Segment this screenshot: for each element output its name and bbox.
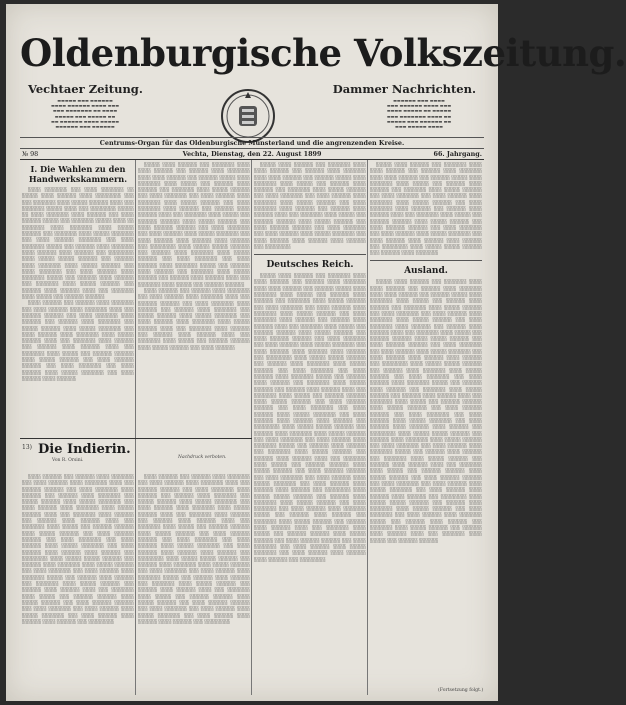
feuilleton-rule: [20, 438, 252, 439]
column-1: I. Die Wahlen zu den Handwerkskammern. ░░░░ ░░░░░░░ ░░░ ░░░░ ░░░░░░░ ░░ ░░░░░ ░░░░ ░░░░░░ ░░░░ ░░░░░░░░ ░░░ ░░░ ░░░░░░░ ░░░░ ░░░░░ ░░░░░░ ░░░░ ░░░ ░░░░░░░ ░░░░░ ░░░░ ░░░ ░░░░░░░░ ░░░░░ ░░ ░░░░ ░░░░░░░ ░░░░ ░░░░░░ ░░░ ░░░░ ░░░░░░ ░░░░░ ░░░ ░░░░░░░ ░░░░░ ░░░░ ░░ ░░░░░░░ ░░░░ ░░░░░░░ ░░░░ ░░░░░ ░░░░░░ ░░░ ░░░░░░░ ░░░░ ░░░░░ ░░░░░░░ ░░░ ░░░░ ░░░░░░ ░░░░░░░ ░░░ ░░░░ ░░░░░░░ ░░░░░ ░░░ ░░░░░░ ░░░░ ░░░░░░░ ░░░░ ░░░░░░ ░░░░ ░░░░░░ ░░░ ░░░░░░░░ ░░░░ ░░░░░ ░░░░░ ░░░░░░ ░░░ ░░░░░░ ░░░░ ░░░░░░░ ░░░░ ░░░░░ ░░░░░░ ░░░ ░░░░ ░░░░░░░ ░░░ ░░░░ ░░░░░░ ░░░░ ░░░░░░░ ░░░░░ ░░░ ░░░░░░ ░░░░ ░░░░░░ ░░░ ░░░░░░░ ░░░░ ░░░░░ ░░░░░░ ░░░ ░░░░░░ ░░░░ ░░░░░░ ░░░░ ░░░ ░░░░░░░ ░░░░ ░░░░░ ░░░ ░░░░░░ ░░░░░░ ░░░░ ░░░░░░ ░░░ ░░░░░░ ░░░░ ░░░░░░░ ░░░ ░░░░ ░░░░░░ ░░░░ ░░░░░░░ ░░░░ ░░░ ░░░░░░ ░░░░░░ ░░░ ░░░░ ░░░░░░░ ░░░░ ░░░░░░ ░░░ ░░░░░░ ░░░░ ░░░░░░░ ░░░ ░░░░░ ░░░░░░ ░░░░ ░░░░░ ░░░░░░░ ░░░ ░░░░ ░░░░░░ ░░░░ ░░░░░░░ ░░░░ ░░░░░ ░░░░░░ ░░░░ ░░░ ░░░░░░░ ░░░░ ░░░░░░ ░░░ ░░░░░░ ░░░░ ░░░░░░ ░░░░ ░░░ ░░░░░░░ ░░░░ ░░░░░ ░░░ ░░░░░░ ░░░░░░ ░░░░ ░░░░░ ░░░░░░ ░░░ ░░░░ ░░░░░░ ░░░░░░ ░░░ ░░░░ ░░░░░░░ ░░░ ░░░░ ░░░░░░ ░░░░ ░░░░░ ░░░░░░░ ░░░ ░░░░ ░░░░░░ ░░░░ ░░░░░░: [22, 164, 134, 381]
column-divider: [367, 160, 368, 695]
feuilleton-title: Die Indierin.: [38, 442, 131, 457]
volume: 66. Jahrgang.: [433, 150, 482, 158]
column-divider: [135, 160, 136, 695]
feuilleton-column-2: ░░░░ ░░░░░░ ░░░ ░░░░░░ ░░░░ ░░░░░░░ ░░░ ░░░░ ░░░░░░ ░░░░ ░░░░░░░ ░░░░ ░░░ ░░░░░░ ░░░░░░ ░░░ ░░░░ ░░░░░░░ ░░░░ ░░░░░░ ░░░ ░░░░░░ ░░░░ ░░░░░░░ ░░░ ░░░░░ ░░░░░░ ░░░░ ░░░░░ ░░░░░░░ ░░░ ░░░░ ░░░░░░ ░░░░ ░░░░░░░ ░░░░ ░░░░░ ░░░░░░ ░░░░ ░░░ ░░░░░░░ ░░░░ ░░░░░░ ░░░ ░░░░░░ ░░░░ ░░░░░░ ░░░░ ░░░ ░░░░░░░ ░░░░ ░░░░░ ░░░ ░░░░░░ ░░░░░░ ░░░░ ░░░░░ ░░░░░░ ░░░ ░░░░ ░░░░░░ ░░░░░░ ░░░ ░░░░ ░░░░░░░ ░░░ ░░░░ ░░░░░░ ░░░░ ░░░░░ ░░░░░░░ ░░░ ░░░░ ░░░░░░ ░░░░ ░░░░░░ ░░░░ ░░░░░░ ░░░ ░░░░░░░░ ░░░░ ░░░░░ ░░░░░ ░░░░░░ ░░░ ░░░░░░ ░░░░ ░░░░░░░ ░░░░ ░░░░░ ░░░░░░ ░░░ ░░░░ ░░░░░░░ ░░░ ░░░░ ░░░░░░ ░░░░ ░░░░░░░ ░░░░░ ░░░ ░░░░░░ ░░░░ ░░░░░░ ░░░ ░░░░░░░ ░░░░ ░░░░░ ░░░░░░ ░░░ ░░░░░░ ░░░░ ░░░░░░ ░░░░ ░░░ ░░░░░░░ ░░░░ ░░░░░ ░░░ ░░░░░░ ░░░░░░ ░░░░ ░░░░░ ░░░░░░ ░░░ ░░░░ ░░░░░░ ░░░░░░ ░░░ ░░░░ ░░░░░░░ ░░░ ░░░░ ░░░░░░ ░░░░ ░░░░░ ░░░░░░░ ░░░ ░░░░ ░░░░░░ ░░░░ ░░░░░░ ░░░░ ░░░░░░ ░░░ ░░░░░░░░: [138, 474, 250, 624]
issue-date: Vechta, Dienstag, den 22. August 1899: [182, 150, 322, 158]
issue-number: № 98: [22, 150, 39, 158]
continuation-note: (Fortsetzung folgt.): [438, 688, 484, 693]
newspaper-page: [6, 4, 626, 701]
section-rule: [370, 260, 482, 261]
subscription-info-left: ▬▬▬▬▬ ▬▬▬ ▬▬▬▬▬▬ ▬▬▬▬ ▬▬▬▬▬▬ ▬▬▬▬ ▬▬▬ ▬▬▬ ▬▬▬▬▬▬▬ ▬▬ ▬▬▬▬ ▬▬▬▬▬ ▬▬▬ ▬▬▬▬▬ ▬▬ ▬▬ ▬▬▬▬▬▬ ▬▬▬▬ ▬▬▬▬▬ ▬▬▬▬▬▬ ▬▬▬ ▬▬▬▬▬▬: [50, 98, 120, 130]
article-title: I. Die Wahlen zu den Handwerkskammern.: [28, 164, 128, 184]
feuilleton-author: Von R. Orsini.: [52, 458, 84, 463]
column-4: ░░░░░ ░░░░ ░░░░░░ ░░░ ░░░░░░░ ░░░░ ░░░░ ░░░░░░ ░░░ ░░░░░░ ░░░░ ░░░░░░░ ░░░░ ░░░░ ░░░░░░ ░░░ ░░░░░░ ░░░░░ ░░░░ ░░░░░░░ ░░░░ ░░░░░ ░░░ ░░░░░░ ░░░░ ░░░░░░ ░░░ ░░░░░░░ ░░░░ ░░░░░ ░░░░░░ ░░░ ░░░░ ░░░░░░░ ░░░ ░░░░ ░░░░░░ ░░░░ ░░░░░░░ ░░░░ ░░░░░ ░░░░░░ ░░░ ░░░░ ░░░░░░░ ░░░░ ░░░░░░ ░░░ ░░░░░░ ░░░░ ░░░░░░ ░░░░ ░░░ ░░░░░░░ ░░░░ ░░░░░ ░░░ ░░░░░░ ░░░░░░ ░░░░ ░░░░░ ░░░░░░ ░░░ ░░░░ ░░░░░░ ░░░░░░ ░░░ ░░░░ ░░░░░░░ ░░░ ░░░░ ░░░░░░ ░░░░ ░░░░░ ░░░░░░░ ░░░ ░░░░ ░░░░░░ ░░░░ ░░░░░░ ░░░░ ░░░░░░ ░░░ ░░░░░░░░ ░░░░ ░░░░░ ░░░░░ ░░░░░░ ░░░ ░░░░░░ ░░░░ ░░░░░░░ Ausland. ░░░░░ ░░░░ ░░░░░░ ░░░ ░░░░░░░ ░░░░ ░░░░ ░░░░░░ ░░░ ░░░░░░ ░░░░ ░░░░░░░ ░░░░ ░░░░ ░░░░░░ ░░░ ░░░░░░ ░░░░░ ░░░░ ░░░░░░░ ░░░░ ░░░░░ ░░░ ░░░░░░ ░░░░ ░░░░░░ ░░░ ░░░░░░░ ░░░░ ░░░░░ ░░░░░░ ░░░ ░░░░ ░░░░░░░ ░░░ ░░░░ ░░░░░░ ░░░░ ░░░░░░░ ░░░░ ░░░░░ ░░░░░░ ░░░ ░░░░ ░░░░░░░ ░░░░ ░░░░░░ ░░░ ░░░░░░ ░░░░ ░░░░░░ ░░░░ ░░░ ░░░░░░░ ░░░░ ░░░░░ ░░░ ░░░░░░ ░░░░░░ ░░░░ ░░░░░ ░░░░░░ ░░░ ░░░░ ░░░░░░ ░░░░░░ ░░░ ░░░░ ░░░░░░░ ░░░ ░░░░ ░░░░░░ ░░░░ ░░░░░ ░░░░░░░ ░░░ ░░░░ ░░░░░░ ░░░░ ░░░░░░ ░░░░ ░░░░░░ ░░░ ░░░░░░░░ ░░░░ ░░░░░ ░░░░░ ░░░░░░ ░░░ ░░░░░░ ░░░░ ░░░░░░░ ░░░░ ░░░░░ ░░░░░░ ░░░ ░░░░ ░░░░░░░ ░░░ ░░░░ ░░░░░░ ░░░░ ░░░░░░░ ░░░░░ ░░░ ░░░░░░ ░░░░ ░░░░░░ ░░░ ░░░░░░░ ░░░░ ░░░░░ ░░░░░░ ░░░ ░░░░░░ ░░░░ ░░░░░░ ░░░░ ░░░ ░░░░░░░ ░░░░ ░░░░░ ░░░ ░░░░░░ ░░░░░░ ░░░░ ░░░░░ ░░░░░░ ░░░ ░░░░ ░░░░░░ ░░░░░░ ░░░ ░░░░ ░░░░░░░ ░░░ ░░░░ ░░░░░░ ░░░░ ░░░░░ ░░░░░░░ ░░░ ░░░░ ░░░░░░ ░░░░ ░░░░░░ ░░░░ ░░░░░░ ░░░ ░░░░░░░░ ░░░░ ░░░░░ ░░░░░ ░░░░░░ ░░░ ░░░░░░ ░░░░ ░░░░░░░ ░░░░ ░░░░░ ░░░░░░ ░░░ ░░░░ ░░░░░░░ ░░░ ░░░░ ░░░░░░ ░░░░ ░░░░░░░ ░░░░░ ░░░ ░░░░░░ ░░░░ ░░░░░░ ░░░ ░░░░░░░ ░░░░ ░░░░░ ░░░░░░ ░░░ ░░░░░░ ░░░░ ░░░░░░ ░░░░ ░░░ ░░░░░░░ ░░░░ ░░░░░ ░░░ ░░░░░░ ░░░░░░ ░░░░ ░░░░░ ░░░░░░ ░░░ ░░░░ ░░░░░░ ░░░░░░ ░░░ ░░░░ ░░░░░░░ ░░░ ░░░░ ░░░░░░ ░░░░ ░░░░░ ░░░░░░░ ░░░ ░░░░ ░░░░░░ ░░░░ ░░░░░░ ░░░░ ░░░░░░ ░░░ ░░░░░░░░ ░░░░ ░░░░░ ░░░░░ ░░░░░░ ░░░ ░░░░░░ ░░░░ ░░░░░░░ ░░░░ ░░░░░ ░░░░░░ ░░░ ░░░░ ░░░░░░░ ░░░ ░░░░ ░░░░░░ ░░░░ ░░░░░░░ ░░░░░ ░░░ ░░░░░░ ░░░░ ░░░░░░ ░░░ ░░░░░░░ ░░░░ ░░░░░ ░░░░░░ ░░░ ░░░░░░ ░░░░ ░░░░░░ ░░░░ ░░░ ░░░░░░░ ░░░░ ░░░░░ ░░░ ░░░░░░ ░░░░░░: [370, 162, 482, 543]
masthead-title: Oldenburgische Volkszeitung.: [20, 31, 626, 75]
section-rule: [254, 254, 366, 255]
section-heading-deutsches-reich: Deutsches Reich.: [266, 260, 354, 271]
feuilleton-number: 13): [22, 444, 32, 451]
masthead-left-subtitle: Vechtaer Zeitung.: [28, 82, 143, 96]
column-divider: [251, 160, 252, 695]
section-heading-ausland: Ausland.: [404, 266, 448, 277]
feuilleton-copyright-note: Nachdruck verboten.: [178, 455, 227, 460]
dateline: [20, 148, 484, 160]
column-3: ░░░░░ ░░░░ ░░░░░░ ░░░ ░░░░░░░ ░░░░ ░░░░ ░░░░░░ ░░░ ░░░░░░ ░░░░ ░░░░░░░ ░░░░ ░░░░ ░░░░░░ ░░░ ░░░░░░ ░░░░░ ░░░░ ░░░░░░░ ░░░░ ░░░░░ ░░░ ░░░░░░ ░░░░ ░░░░░░ ░░░ ░░░░░░░ ░░░░ ░░░░░ ░░░░░░ ░░░ ░░░░ ░░░░░░░ ░░░ ░░░░ ░░░░░░ ░░░░ ░░░░░░░ ░░░░ ░░░░░ ░░░░░░ ░░░ ░░░░ ░░░░░░░ ░░░░ ░░░░░░ ░░░ ░░░░░░ ░░░░ ░░░░░░ ░░░░ ░░░ ░░░░░░░ ░░░░ ░░░░░ ░░░ ░░░░░░ ░░░░░░ ░░░░ ░░░░░ ░░░░░░ ░░░ ░░░░ ░░░░░░ ░░░░░░ ░░░ ░░░░ ░░░░░░░ ░░░ ░░░░ ░░░░░░ ░░░░ ░░░░░ ░░░░░░░ ░░░ ░░░░ ░░░░░░ ░░░░ ░░░░░░ ░░░░ ░░░░░░ ░░░ ░░░░░░░░ Deutsches Reich. ░░░░░ ░░░░ ░░░░░░ ░░░ ░░░░░░░ ░░░░ ░░░░ ░░░░░░ ░░░ ░░░░░░ ░░░░ ░░░░░░░ ░░░░ ░░░░ ░░░░░░ ░░░ ░░░░░░ ░░░░░ ░░░░ ░░░░░░░ ░░░░ ░░░░░ ░░░ ░░░░░░ ░░░░ ░░░░░░ ░░░ ░░░░░░░ ░░░░ ░░░░░ ░░░░░░ ░░░ ░░░░ ░░░░░░░ ░░░ ░░░░ ░░░░░░ ░░░░ ░░░░░░░ ░░░░ ░░░░░ ░░░░░░ ░░░ ░░░░ ░░░░░░░ ░░░░ ░░░░░░ ░░░ ░░░░░░ ░░░░ ░░░░░░ ░░░░ ░░░ ░░░░░░░ ░░░░ ░░░░░ ░░░ ░░░░░░ ░░░░░░ ░░░░ ░░░░░ ░░░░░░ ░░░ ░░░░ ░░░░░░ ░░░░░░ ░░░ ░░░░ ░░░░░░░ ░░░ ░░░░ ░░░░░░ ░░░░ ░░░░░ ░░░░░░░ ░░░ ░░░░ ░░░░░░ ░░░░ ░░░░░░ ░░░░ ░░░░░░ ░░░ ░░░░░░░░ ░░░░ ░░░░░ ░░░░░ ░░░░░░ ░░░ ░░░░░░ ░░░░ ░░░░░░░ ░░░░ ░░░░░ ░░░░░░ ░░░ ░░░░ ░░░░░░░ ░░░ ░░░░ ░░░░░░ ░░░░ ░░░░░░░ ░░░░░ ░░░ ░░░░░░ ░░░░ ░░░░░░ ░░░ ░░░░░░░ ░░░░ ░░░░░ ░░░░░░ ░░░ ░░░░░░ ░░░░ ░░░░░░ ░░░░ ░░░ ░░░░░░░ ░░░░ ░░░░░ ░░░ ░░░░░░ ░░░░░░ ░░░░ ░░░░░ ░░░░░░ ░░░ ░░░░ ░░░░░░ ░░░░░░ ░░░ ░░░░ ░░░░░░░ ░░░ ░░░░ ░░░░░░ ░░░░ ░░░░░ ░░░░░░░ ░░░ ░░░░ ░░░░░░ ░░░░ ░░░░░░ ░░░░ ░░░░░░ ░░░ ░░░░░░░░ ░░░░ ░░░░░ ░░░░░ ░░░░░░ ░░░ ░░░░░░ ░░░░ ░░░░░░░ ░░░░ ░░░░░ ░░░░░░ ░░░ ░░░░ ░░░░░░░ ░░░ ░░░░ ░░░░░░ ░░░░ ░░░░░░░ ░░░░░ ░░░ ░░░░░░ ░░░░ ░░░░░░ ░░░ ░░░░░░░ ░░░░ ░░░░░ ░░░░░░ ░░░ ░░░░░░ ░░░░ ░░░░░░ ░░░░ ░░░ ░░░░░░░ ░░░░ ░░░░░ ░░░ ░░░░░░ ░░░░░░ ░░░░ ░░░░░ ░░░░░░ ░░░ ░░░░ ░░░░░░ ░░░░░░ ░░░ ░░░░ ░░░░░░░ ░░░ ░░░░ ░░░░░░ ░░░░ ░░░░░ ░░░░░░░ ░░░ ░░░░ ░░░░░░ ░░░░ ░░░░░░ ░░░░ ░░░░░░ ░░░ ░░░░░░░░ ░░░░ ░░░░░ ░░░░░ ░░░░░░ ░░░ ░░░░░░ ░░░░ ░░░░░░░ ░░░░ ░░░░░ ░░░░░░ ░░░ ░░░░ ░░░░░░░ ░░░ ░░░░ ░░░░░░ ░░░░ ░░░░░░░ ░░░░░ ░░░ ░░░░░░ ░░░░ ░░░░░░ ░░░ ░░░░░░░ ░░░░ ░░░░░ ░░░░░░ ░░░ ░░░░░░ ░░░░ ░░░░░░ ░░░░ ░░░ ░░░░░░░ ░░░░ ░░░░░ ░░░ ░░░░░░ ░░░░░░ ░░░░ ░░░░░ ░░░░░░ ░░░ ░░░░ ░░░░░░ ░░░░░░ ░░░ ░░░░ ░░░░░░░ ░░░ ░░░░ ░░░░░░ ░░░░ ░░░░░ ░░░░░░░ ░░░ ░░░░ ░░░░░░ ░░░░ ░░░░░░ ░░░░ ░░░░░░ ░░░ ░░░░░░░░: [254, 162, 366, 562]
column-2: ░░░░░ ░░░░ ░░░░░░ ░░░ ░░░░░░░ ░░░░ ░░░░ ░░░░░░ ░░░ ░░░░░░ ░░░░ ░░░░░░░ ░░░░ ░░░░ ░░░░░░ ░░░ ░░░░░░ ░░░░░ ░░░░ ░░░░░░░ ░░░░ ░░░░░ ░░░ ░░░░░░ ░░░░ ░░░░░░ ░░░ ░░░░░░░ ░░░░ ░░░░░ ░░░░░░ ░░░ ░░░░ ░░░░░░░ ░░░ ░░░░ ░░░░░░ ░░░░ ░░░░░░░ ░░░░ ░░░░░ ░░░░░░ ░░░ ░░░░ ░░░░░░░ ░░░░ ░░░░░░ ░░░ ░░░░░░ ░░░░ ░░░░░░ ░░░░ ░░░ ░░░░░░░ ░░░░ ░░░░░ ░░░ ░░░░░░ ░░░░░░ ░░░░ ░░░░░ ░░░░░░ ░░░ ░░░░ ░░░░░░ ░░░░░░ ░░░ ░░░░ ░░░░░░░ ░░░ ░░░░ ░░░░░░ ░░░░ ░░░░░ ░░░░░░░ ░░░ ░░░░ ░░░░░░ ░░░░ ░░░░░░ ░░░░ ░░░░░░ ░░░ ░░░░░░░░ ░░░░ ░░░░░ ░░░░░ ░░░░░░ ░░░ ░░░░░░ ░░░░ ░░░░░░░ ░░░░ ░░░░░ ░░░░░░ ░░░ ░░░░ ░░░░░░░ ░░░ ░░░░ ░░░░░░ ░░░░ ░░░░░░░ ░░░░░ ░░░ ░░░░░░ ░░░░ ░░░░░░ ░░░ ░░░░░░░ ░░░░ ░░░░░ ░░░░░░ ░░░ ░░░░░░ ░░░░ ░░░░░░ ░░░░ ░░░ ░░░░░░░ ░░░░ ░░░░░ ░░░ ░░░░░░ ░░░░░░ ░░░░ ░░░░░░ ░░░ ░░░░░░ ░░░░ ░░░░░░░ ░░░ ░░░░ ░░░░░░ ░░░░ ░░░░░░░ ░░░░ ░░░ ░░░░░░ ░░░░░░ ░░░ ░░░░ ░░░░░░░ ░░░░ ░░░░░░ ░░░ ░░░░░░ ░░░░ ░░░░░░░ ░░░ ░░░░░ ░░░░░░ ░░░░ ░░░░░ ░░░░░░░ ░░░ ░░░░ ░░░░░░ ░░░░ ░░░░░░░ ░░░░ ░░░░░ ░░░░░░ ░░░░ ░░░ ░░░░░░░ ░░░░ ░░░░░░ ░░░ ░░░░░░ ░░░░ ░░░░░░ ░░░░ ░░░ ░░░░░░░ ░░░░ ░░░░░ ░░░ ░░░░░░ ░░░░░░ ░░░░ ░░░░░ ░░░░░░ ░░░ ░░░░ ░░░░░░: [138, 162, 250, 350]
masthead-right-subtitle: Dammer Nachrichten.: [332, 82, 476, 96]
feuilleton-header: [22, 442, 250, 472]
banner-line: Centrums-Organ für das Oldenburgische Münsterland und die angrenzenden Kreise.: [20, 137, 484, 149]
feuilleton-column-1: ░░░░ ░░░░░░ ░░░ ░░░░░░ ░░░░ ░░░░░░░ ░░░ ░░░░ ░░░░░░ ░░░░ ░░░░░░░ ░░░░ ░░░ ░░░░░░ ░░░░░░ ░░░ ░░░░ ░░░░░░░ ░░░░ ░░░░░░ ░░░ ░░░░░░ ░░░░ ░░░░░░░ ░░░ ░░░░░ ░░░░░░ ░░░░ ░░░░░ ░░░░░░░ ░░░ ░░░░ ░░░░░░ ░░░░ ░░░░░░░ ░░░░ ░░░░░ ░░░░░░ ░░░░ ░░░ ░░░░░░░ ░░░░ ░░░░░░ ░░░ ░░░░░░ ░░░░ ░░░░░░ ░░░░ ░░░ ░░░░░░░ ░░░░ ░░░░░ ░░░ ░░░░░░ ░░░░░░ ░░░░ ░░░░░ ░░░░░░ ░░░ ░░░░ ░░░░░░ ░░░░░░ ░░░ ░░░░ ░░░░░░░ ░░░ ░░░░ ░░░░░░ ░░░░ ░░░░░ ░░░░░░░ ░░░ ░░░░ ░░░░░░ ░░░░ ░░░░░░ ░░░░ ░░░░░░ ░░░ ░░░░░░░░ ░░░░ ░░░░░ ░░░░░ ░░░░░░ ░░░ ░░░░░░ ░░░░ ░░░░░░░ ░░░░ ░░░░░ ░░░░░░ ░░░ ░░░░ ░░░░░░░ ░░░ ░░░░ ░░░░░░ ░░░░ ░░░░░░░ ░░░░░ ░░░ ░░░░░░ ░░░░ ░░░░░░ ░░░ ░░░░░░░ ░░░░ ░░░░░ ░░░░░░ ░░░ ░░░░░░ ░░░░ ░░░░░░ ░░░░ ░░░ ░░░░░░░ ░░░░ ░░░░░ ░░░ ░░░░░░ ░░░░░░ ░░░░ ░░░░░ ░░░░░░ ░░░ ░░░░ ░░░░░░ ░░░░░░ ░░░ ░░░░ ░░░░░░░ ░░░ ░░░░ ░░░░░░ ░░░░ ░░░░░ ░░░░░░░ ░░░ ░░░░ ░░░░░░ ░░░░ ░░░░░░ ░░░░ ░░░░░░ ░░░ ░░░░░░░░: [22, 474, 134, 624]
advertisement-info-right: ▬▬▬▬▬▬ ▬▬▬ ▬▬▬▬ ▬▬▬ ▬▬▬▬▬▬ ▬▬▬▬ ▬▬▬ ▬▬▬▬ ▬▬▬▬▬ ▬▬ ▬▬▬▬▬ ▬▬▬ ▬▬▬▬▬▬▬ ▬▬▬▬ ▬▬ ▬▬▬▬▬ ▬▬▬ ▬▬▬▬▬▬ ▬▬ ▬▬▬ ▬▬▬▬▬ ▬▬▬▬: [386, 98, 452, 130]
